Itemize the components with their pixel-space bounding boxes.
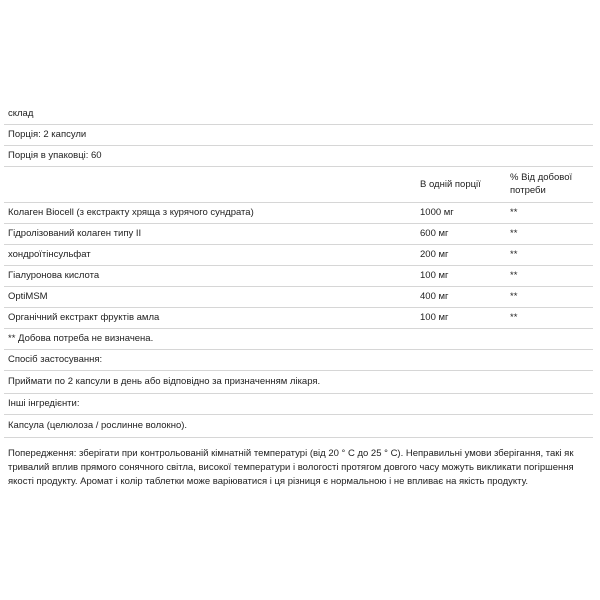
- ingredient-daily-value: **: [510, 312, 518, 324]
- other-ingredients-text-row: [4, 415, 593, 438]
- ingredient-name: OptiMSM: [8, 291, 48, 303]
- table-row: [4, 266, 593, 287]
- header-amount: В одній порції: [420, 178, 481, 190]
- ingredient-daily-value: **: [510, 291, 518, 303]
- other-ingredients-text: Капсула (целюлоза / рослинне волокно).: [8, 420, 188, 432]
- table-row: [4, 287, 593, 308]
- ingredient-daily-value: **: [510, 228, 518, 240]
- ingredient-amount: 100 мг: [420, 312, 449, 324]
- usage-text-row: [4, 371, 593, 394]
- ingredient-amount: 100 мг: [420, 270, 449, 282]
- ingredient-name: Гіалуронова кислота: [8, 270, 100, 282]
- table-row: [4, 224, 593, 245]
- table-row: [4, 245, 593, 266]
- usage-text: Приймати по 2 капсули в день або відповідно за призначенням лікаря.: [8, 376, 321, 388]
- footnote-row: [4, 329, 593, 350]
- warning-text: Попередження: зберігати при контрольованій кімнатній температурі (від 20 ° С до 25 ° С). Неправильні умови зберігання, такі як тривалий вплив прямого сонячного світла, високої температури і вологості протягом довгого часу можуть викликати погіршення якості продукту. Аромат і колір таблетки може варіюватися і ця різниця є нормальною і не впливає на якість продукту.: [8, 448, 574, 487]
- table-row: [4, 308, 593, 329]
- ingredient-amount: 1000 мг: [420, 207, 454, 219]
- ingredient-name: Гідролізований колаген типу II: [8, 228, 142, 240]
- ingredient-daily-value: **: [510, 207, 518, 219]
- serving-size-row: [4, 125, 593, 146]
- ingredient-name: Органічний екстракт фруктів амла: [8, 312, 160, 324]
- table-row: [4, 203, 593, 224]
- other-ingredients-heading: Інші інгредієнти:: [8, 398, 80, 410]
- composition-title-row: [4, 104, 593, 125]
- ingredient-amount: 400 мг: [420, 291, 449, 303]
- composition-title: склад: [8, 108, 34, 120]
- ingredient-name: хондроїтінсульфат: [8, 249, 91, 261]
- ingredient-daily-value: **: [510, 270, 518, 282]
- servings-per-container-row: [4, 146, 593, 167]
- servings-per-container: Порція в упаковці: 60: [8, 150, 102, 162]
- ingredient-amount: 600 мг: [420, 228, 449, 240]
- usage-heading-row: [4, 350, 593, 371]
- daily-value-footnote: ** Добова потреба не визначена.: [8, 333, 154, 345]
- storage-warning: [4, 438, 593, 489]
- ingredient-name: Колаген Biocell (з екстракту хряща з курячого сундрата): [8, 207, 254, 219]
- header-daily-value: % Від добової потреби: [510, 171, 573, 196]
- supplement-facts-document: [4, 104, 593, 489]
- usage-heading: Спосіб застосування:: [8, 354, 103, 366]
- ingredient-daily-value: **: [510, 249, 518, 261]
- ingredient-amount: 200 мг: [420, 249, 449, 261]
- table-header-row: [4, 167, 593, 203]
- other-ingredients-heading-row: [4, 394, 593, 415]
- serving-size: Порція: 2 капсули: [8, 129, 87, 141]
